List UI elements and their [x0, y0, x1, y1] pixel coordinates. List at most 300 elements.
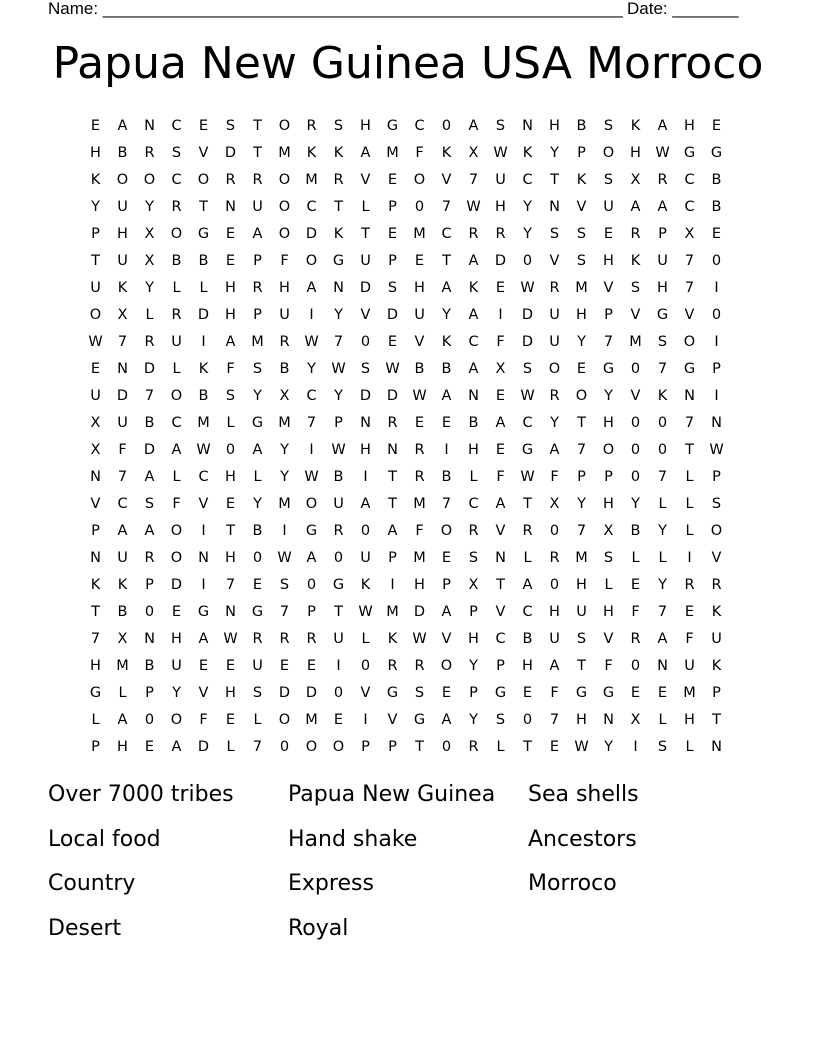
grid-letter: N: [711, 415, 722, 431]
grid-letter: G: [305, 523, 318, 539]
date-field-label: Date: _______: [627, 0, 739, 18]
grid-letter: V: [549, 253, 560, 269]
grid-letter: C: [495, 631, 506, 647]
grid-letter: T: [388, 496, 397, 512]
grid-letter: I: [390, 577, 395, 593]
grid-letter: S: [603, 118, 614, 134]
grid-letter: R: [549, 280, 560, 296]
grid-letter: T: [226, 523, 235, 539]
grid-letter: L: [172, 280, 181, 296]
grid-letter: C: [198, 469, 209, 485]
grid-letter: R: [333, 523, 344, 539]
grid-letter: O: [305, 253, 318, 269]
grid-letter: I: [498, 307, 503, 323]
grid-letter: A: [171, 442, 182, 458]
word-list: [48, 777, 768, 955]
grid-letter: P: [469, 604, 478, 620]
grid-letter: O: [305, 496, 318, 512]
grid-letter: H: [603, 415, 614, 431]
grid-letter: W: [385, 361, 400, 377]
grid-letter: D: [170, 577, 183, 593]
grid-letter: C: [468, 334, 479, 350]
grid-letter: C: [441, 226, 452, 242]
grid-letter: 7: [603, 334, 614, 350]
grid-letter: R: [630, 631, 641, 647]
grid-letter: M: [413, 496, 426, 512]
grid-letter: S: [711, 496, 722, 512]
grid-letter: 0: [441, 739, 452, 755]
grid-letter: V: [198, 145, 209, 161]
grid-letter: X: [279, 388, 290, 404]
grid-letter: W: [223, 631, 238, 647]
grid-letter: 7: [684, 415, 695, 431]
grid-letter: G: [683, 145, 696, 161]
grid-letter: X: [684, 226, 695, 242]
grid-letter: U: [117, 199, 128, 215]
grid-letter: O: [440, 523, 453, 539]
grid-letter: B: [144, 658, 155, 674]
grid-letter: U: [333, 496, 344, 512]
grid-letter: U: [90, 280, 101, 296]
grid-letter: T: [415, 739, 424, 755]
grid-letter: 0: [630, 469, 641, 485]
grid-letter: G: [89, 685, 102, 701]
grid-letter: N: [522, 118, 533, 134]
grid-letter: O: [170, 550, 183, 566]
grid-letter: M: [386, 604, 399, 620]
grid-letter: R: [657, 172, 668, 188]
grid-letter: 7: [117, 334, 128, 350]
grid-letter: 0: [522, 712, 533, 728]
grid-row: [82, 275, 730, 302]
grid-letter: A: [630, 199, 641, 215]
grid-letter: P: [469, 685, 478, 701]
grid-letter: A: [549, 658, 560, 674]
grid-letter: H: [603, 604, 614, 620]
grid-letter: B: [441, 469, 452, 485]
grid-row: [82, 437, 730, 464]
grid-letter: M: [251, 334, 264, 350]
grid-letter: K: [198, 361, 209, 377]
grid-letter: 0: [144, 712, 155, 728]
grid-letter: T: [523, 739, 532, 755]
grid-letter: W: [331, 442, 346, 458]
grid-letter: F: [226, 361, 235, 377]
grid-letter: Y: [334, 307, 343, 323]
grid-letter: E: [414, 415, 425, 431]
grid-letter: 0: [657, 442, 668, 458]
grid-letter: A: [360, 145, 371, 161]
grid-letter: Y: [523, 199, 532, 215]
grid-letter: 0: [549, 523, 560, 539]
grid-letter: P: [388, 199, 397, 215]
grid-letter: 7: [657, 361, 668, 377]
grid-row: [82, 140, 730, 167]
grid-letter: L: [199, 280, 208, 296]
grid-letter: P: [361, 739, 370, 755]
grid-letter: M: [197, 415, 210, 431]
grid-letter: T: [577, 658, 586, 674]
grid-letter: U: [360, 253, 371, 269]
grid-letter: Y: [469, 712, 478, 728]
grid-letter: L: [118, 685, 127, 701]
grid-letter: K: [576, 172, 587, 188]
grid-letter: H: [576, 577, 587, 593]
grid-letter: T: [523, 496, 532, 512]
grid-letter: M: [413, 550, 426, 566]
grid-letter: O: [440, 658, 453, 674]
grid-letter: S: [576, 253, 587, 269]
grid-letter: Y: [280, 442, 289, 458]
grid-letter: Y: [442, 307, 451, 323]
grid-letter: 0: [360, 334, 371, 350]
grid-letter: W: [709, 442, 724, 458]
grid-letter: Y: [523, 226, 532, 242]
grid-letter: N: [549, 199, 560, 215]
grid-letter: N: [90, 550, 101, 566]
grid-letter: G: [656, 307, 669, 323]
grid-letter: N: [603, 712, 614, 728]
grid-letter: K: [711, 658, 722, 674]
word-list-item: Over 7000 tribes: [48, 782, 234, 807]
grid-letter: H: [414, 577, 425, 593]
grid-letter: A: [549, 442, 560, 458]
grid-letter: E: [90, 118, 101, 134]
grid-letter: P: [442, 577, 451, 593]
grid-letter: O: [170, 523, 183, 539]
grid-letter: M: [575, 280, 588, 296]
grid-letter: X: [90, 442, 101, 458]
grid-letter: K: [387, 631, 398, 647]
grid-letter: G: [197, 604, 210, 620]
grid-letter: D: [359, 388, 372, 404]
grid-letter: 0: [414, 199, 425, 215]
grid-letter: W: [655, 145, 670, 161]
grid-letter: B: [711, 172, 722, 188]
grid-letter: T: [334, 199, 343, 215]
grid-letter: H: [225, 280, 236, 296]
grid-letter: U: [252, 658, 263, 674]
grid-letter: V: [630, 307, 641, 323]
grid-letter: E: [225, 226, 236, 242]
grid-letter: K: [90, 172, 101, 188]
grid-letter: P: [658, 226, 667, 242]
grid-letter: U: [117, 550, 128, 566]
grid-letter: F: [118, 442, 127, 458]
grid-letter: L: [253, 469, 262, 485]
grid-letter: U: [414, 307, 425, 323]
grid-letter: L: [685, 739, 694, 755]
grid-letter: P: [91, 523, 100, 539]
grid-letter: 0: [630, 415, 641, 431]
grid-letter: T: [253, 145, 262, 161]
grid-letter: M: [413, 226, 426, 242]
grid-letter: I: [714, 280, 719, 296]
grid-letter: P: [388, 550, 397, 566]
grid-letter: W: [520, 469, 535, 485]
grid-letter: E: [225, 496, 236, 512]
grid-letter: C: [171, 415, 182, 431]
grid-letter: S: [333, 118, 344, 134]
grid-letter: C: [522, 604, 533, 620]
grid-row: [82, 572, 730, 599]
grid-letter: T: [685, 442, 694, 458]
grid-letter: O: [116, 172, 129, 188]
grid-letter: S: [144, 496, 155, 512]
grid-letter: R: [252, 280, 263, 296]
grid-letter: K: [657, 388, 668, 404]
grid-letter: P: [388, 253, 397, 269]
grid-letter: O: [143, 172, 156, 188]
grid-letter: W: [493, 145, 508, 161]
grid-letter: 0: [333, 685, 344, 701]
grid-letter: V: [576, 199, 587, 215]
grid-letter: P: [712, 469, 721, 485]
word-list-item: Desert: [48, 915, 122, 941]
grid-letter: S: [468, 550, 479, 566]
grid-letter: Y: [604, 739, 613, 755]
grid-letter: E: [522, 685, 533, 701]
grid-letter: S: [414, 685, 425, 701]
grid-letter: L: [145, 307, 154, 323]
grid-letter: D: [305, 685, 318, 701]
grid-letter: Y: [253, 388, 262, 404]
grid-letter: I: [309, 442, 314, 458]
word-list-item: Papua New Guinea: [288, 782, 496, 807]
grid-letter: 0: [630, 658, 641, 674]
grid-letter: G: [521, 442, 534, 458]
grid-letter: X: [144, 253, 155, 269]
grid-letter: E: [198, 118, 209, 134]
grid-letter: H: [603, 496, 614, 512]
grid-letter: 7: [225, 577, 236, 593]
grid-letter: P: [145, 685, 154, 701]
grid-letter: 7: [441, 199, 452, 215]
grid-letter: N: [333, 280, 344, 296]
grid-letter: D: [197, 307, 210, 323]
grid-letter: H: [549, 604, 560, 620]
grid-letter: N: [468, 388, 479, 404]
grid-letter: U: [711, 631, 722, 647]
grid-letter: K: [333, 226, 344, 242]
grid-letter: Y: [253, 496, 262, 512]
grid-letter: P: [307, 604, 316, 620]
grid-letter: T: [496, 577, 505, 593]
grid-letter: D: [224, 145, 237, 161]
grid-letter: E: [495, 280, 506, 296]
grid-letter: W: [412, 388, 427, 404]
grid-letter: B: [333, 469, 344, 485]
grid-letter: 0: [279, 739, 290, 755]
grid-letter: P: [604, 307, 613, 323]
grid-letter: 0: [360, 658, 371, 674]
grid-letter: N: [144, 118, 155, 134]
grid-letter: R: [225, 172, 236, 188]
grid-letter: 7: [306, 415, 317, 431]
grid-letter: U: [684, 658, 695, 674]
grid-letter: R: [630, 226, 641, 242]
grid-letter: L: [685, 523, 694, 539]
grid-row: [82, 491, 730, 518]
grid-letter: C: [684, 172, 695, 188]
grid-letter: K: [468, 280, 479, 296]
grid-letter: G: [251, 604, 264, 620]
grid-letter: G: [413, 712, 426, 728]
grid-letter: N: [657, 658, 668, 674]
grid-letter: H: [576, 712, 587, 728]
grid-letter: R: [549, 388, 560, 404]
grid-letter: Y: [469, 658, 478, 674]
grid-letter: Y: [172, 685, 181, 701]
grid-letter: H: [225, 469, 236, 485]
grid-letter: S: [549, 226, 560, 242]
grid-letter: T: [550, 172, 559, 188]
grid-letter: V: [441, 631, 452, 647]
grid-letter: L: [523, 550, 532, 566]
grid-letter: V: [360, 172, 371, 188]
grid-letter: I: [363, 469, 368, 485]
grid-letter: H: [225, 307, 236, 323]
grid-letter: T: [91, 604, 100, 620]
grid-letter: H: [90, 145, 101, 161]
grid-letter: E: [441, 685, 452, 701]
grid-letter: E: [279, 658, 290, 674]
grid-letter: R: [279, 631, 290, 647]
grid-letter: 7: [117, 469, 128, 485]
word-list-item: Hand shake: [288, 826, 418, 852]
grid-letter: H: [90, 658, 101, 674]
grid-letter: 0: [711, 253, 722, 269]
grid-letter: B: [711, 199, 722, 215]
grid-letter: W: [574, 739, 589, 755]
grid-letter: U: [549, 307, 560, 323]
word-list-item: Local food: [48, 826, 161, 852]
grid-letter: A: [252, 442, 263, 458]
grid-letter: 0: [441, 118, 452, 134]
grid-letter: C: [171, 118, 182, 134]
grid-letter: E: [387, 334, 398, 350]
grid-letter: A: [225, 334, 236, 350]
grid-letter: V: [360, 307, 371, 323]
grid-letter: M: [305, 712, 318, 728]
grid-letter: E: [684, 604, 695, 620]
grid-letter: S: [495, 712, 506, 728]
grid-row: [82, 194, 730, 221]
grid-letter: M: [305, 172, 318, 188]
grid-row: [82, 356, 730, 383]
grid-letter: A: [495, 415, 506, 431]
grid-letter: D: [359, 280, 372, 296]
grid-letter: 0: [360, 523, 371, 539]
grid-letter: U: [495, 172, 506, 188]
grid-letter: 7: [468, 172, 479, 188]
grid-letter: W: [196, 442, 211, 458]
grid-letter: K: [441, 334, 452, 350]
grid-letter: R: [495, 226, 506, 242]
grid-row: [82, 707, 730, 734]
grid-letter: 0: [630, 361, 641, 377]
grid-letter: U: [252, 199, 263, 215]
grid-letter: D: [521, 307, 534, 323]
grid-letter: U: [90, 388, 101, 404]
grid-letter: O: [170, 712, 183, 728]
grid-letter: S: [603, 172, 614, 188]
grid-row: [82, 464, 730, 491]
grid-letter: C: [306, 388, 317, 404]
grid-letter: I: [309, 307, 314, 323]
grid-letter: B: [144, 415, 155, 431]
grid-letter: H: [684, 712, 695, 728]
grid-letter: M: [116, 658, 129, 674]
grid-letter: U: [171, 658, 182, 674]
grid-letter: Y: [550, 415, 559, 431]
grid-letter: E: [225, 253, 236, 269]
grid-letter: P: [145, 577, 154, 593]
grid-letter: K: [711, 604, 722, 620]
grid-letter: V: [198, 685, 209, 701]
grid-letter: W: [304, 334, 319, 350]
grid-letter: C: [684, 199, 695, 215]
grid-letter: 7: [576, 523, 587, 539]
grid-letter: S: [252, 361, 263, 377]
grid-letter: G: [386, 118, 399, 134]
grid-row: [82, 221, 730, 248]
grid-letter: H: [522, 658, 533, 674]
grid-letter: I: [201, 523, 206, 539]
grid-letter: B: [630, 523, 641, 539]
grid-letter: U: [360, 550, 371, 566]
word-list-item: Royal: [288, 915, 349, 941]
grid-letter: G: [386, 685, 399, 701]
grid-letter: T: [91, 253, 100, 269]
grid-letter: F: [550, 469, 559, 485]
grid-letter: Y: [577, 334, 586, 350]
grid-letter: O: [602, 442, 615, 458]
grid-letter: O: [683, 334, 696, 350]
grid-letter: I: [336, 658, 341, 674]
grid-row: [82, 248, 730, 275]
grid-letter: U: [603, 199, 614, 215]
grid-row: [82, 653, 730, 680]
grid-letter: H: [684, 118, 695, 134]
grid-letter: Y: [145, 199, 154, 215]
grid-letter: R: [468, 739, 479, 755]
grid-letter: Y: [550, 145, 559, 161]
grid-letter: G: [575, 685, 588, 701]
grid-letter: S: [225, 118, 236, 134]
grid-letter: N: [117, 361, 128, 377]
grid-letter: 0: [252, 550, 263, 566]
grid-letter: A: [387, 523, 398, 539]
word-list-item: Sea shells: [528, 782, 639, 807]
grid-letter: A: [198, 631, 209, 647]
grid-letter: F: [496, 334, 505, 350]
grid-letter: O: [197, 172, 210, 188]
grid-letter: M: [278, 415, 291, 431]
grid-letter: U: [333, 631, 344, 647]
grid-letter: R: [171, 199, 182, 215]
grid-letter: R: [711, 577, 722, 593]
grid-letter: V: [495, 523, 506, 539]
grid-letter: E: [225, 712, 236, 728]
grid-letter: P: [253, 253, 262, 269]
grid-letter: E: [306, 658, 317, 674]
grid-letter: F: [280, 253, 289, 269]
grid-row: [82, 545, 730, 572]
grid-letter: V: [630, 388, 641, 404]
grid-letter: M: [575, 550, 588, 566]
grid-letter: P: [91, 226, 100, 242]
